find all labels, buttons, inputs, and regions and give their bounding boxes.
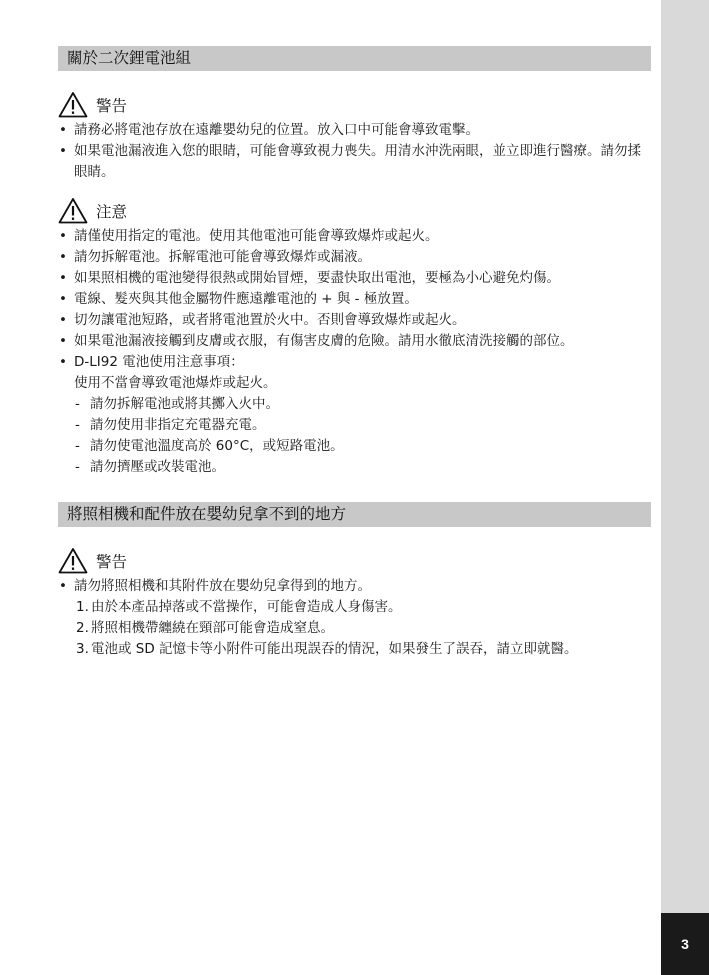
warning-heading: [58, 91, 651, 118]
list-item: • 如果照相機的電池變得很熱或開始冒煙，要盡快取出電池，要極為小心避免灼傷。: [58, 268, 651, 289]
section-header-battery: 關於二次鋰電池組: [58, 46, 651, 71]
list-item: • 如果電池漏液進入您的眼睛，可能會導致視力喪失。用清水沖洗兩眼，並立即進行醫療。請勿揉眼睛。: [58, 141, 651, 183]
warning-label: 警告: [96, 96, 128, 115]
section-header-children: 將照相機和配件放在嬰幼兒拿不到的地方: [58, 502, 651, 527]
list-item: • 請僅使用指定的電池。使用其他電池可能會導致爆炸或起火。: [58, 226, 651, 247]
list-item: • 切勿讓電池短路，或者將電池置於火中。否則會導致爆炸或起火。: [58, 310, 651, 331]
warning-triangle-icon: [58, 547, 88, 574]
numbered-item: [58, 618, 651, 639]
warning-list: [58, 120, 651, 183]
caution-list: [58, 226, 651, 478]
warning-triangle-icon: [58, 91, 88, 118]
numbered-item: [58, 639, 651, 660]
item-text: 由於本產品掉落或不當操作，可能會造成人身傷害。: [91, 599, 402, 615]
caution-label: 注意: [96, 202, 128, 221]
sub-list-item: - 請勿使電池溫度高於 60°C，或短路電池。: [58, 436, 651, 457]
list-item: • 電線、髮夾與其他金屬物件應遠離電池的 + 與 - 極放置。: [58, 289, 651, 310]
page-content: [58, 46, 651, 660]
children-warning-list: [58, 576, 651, 660]
side-tab-bar: [661, 0, 709, 975]
sub-list-item: - 請勿使用非指定充電器充電。: [58, 415, 651, 436]
page-number: 3: [661, 913, 709, 975]
warning-heading: [58, 547, 651, 574]
sub-list-item: - 請勿拆解電池或將其擲入火中。: [58, 394, 651, 415]
list-item: • 請勿將照相機和其附件放在嬰幼兒拿得到的地方。: [58, 576, 651, 597]
item-text: 電池或 SD 記憶卡等小附件可能出現誤吞的情況，如果發生了誤吞，請立即就醫。: [91, 641, 578, 657]
item-number: 2.: [76, 620, 89, 636]
item-number: 1.: [76, 599, 89, 615]
numbered-item: [58, 597, 651, 618]
caution-heading: [58, 197, 651, 224]
list-item: • 請務必將電池存放在遠離嬰幼兒的位置。放入口中可能會導致電擊。: [58, 120, 651, 141]
list-item: • 如果電池漏液接觸到皮膚或衣服，有傷害皮膚的危險。請用水徹底清洗接觸的部位。: [58, 331, 651, 352]
battery-caution-note: 使用不當會導致電池爆炸或起火。: [74, 375, 277, 391]
item-number: 3.: [76, 641, 89, 657]
sub-list-item: - 請勿擠壓或改裝電池。: [58, 457, 651, 478]
item-text: 將照相機帶纏繞在頸部可能會造成窒息。: [91, 620, 334, 636]
list-item: • 請勿拆解電池。拆解電池可能會導致爆炸或漏液。: [58, 247, 651, 268]
caution-triangle-icon: [58, 197, 88, 224]
warning-label: 警告: [96, 552, 128, 571]
list-item: • D-LI92 電池使用注意事項：: [58, 352, 651, 373]
